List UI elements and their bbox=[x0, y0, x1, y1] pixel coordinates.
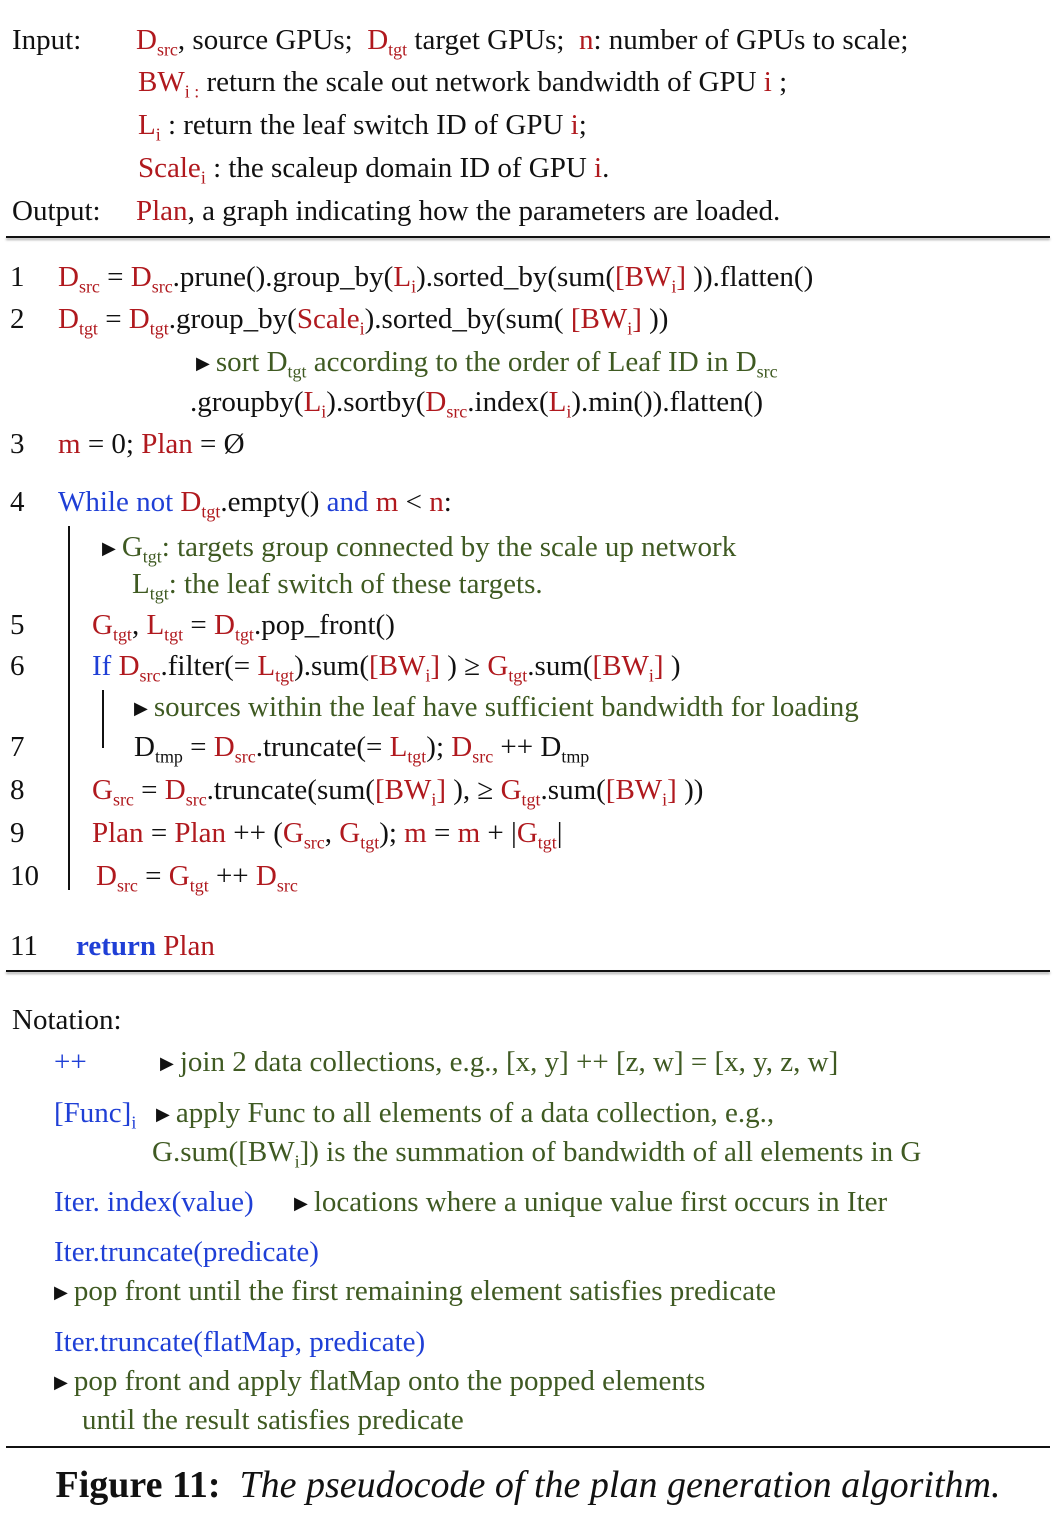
notation-func-desc: ▶ apply Func to all elements of a data collection, e.g., bbox=[156, 1097, 775, 1129]
triangle-icon: ▶ bbox=[54, 1371, 68, 1392]
notation-truncate-desc: ▶ pop front until the first remaining element satisfies predicate bbox=[54, 1275, 777, 1307]
while-block-bar bbox=[68, 526, 70, 890]
if-block-bar bbox=[102, 690, 104, 748]
triangle-icon: ▶ bbox=[54, 1281, 68, 1302]
line-number: 6 bbox=[10, 650, 25, 682]
triangle-icon: ▶ bbox=[134, 697, 148, 718]
triangle-icon: ▶ bbox=[160, 1052, 174, 1073]
line-number: 10 bbox=[10, 860, 39, 892]
algo-line-1: $D_{src}$ = $D_{src}.prune().group\_by(L_i).sorted\_by(sum([BW_i]$ )).flatten() bbox=[58, 261, 814, 297]
input-line-2: $BW_{i :}$ return the scale out network bandwidth of GPU i ; bbox=[138, 66, 788, 102]
notation-truncate-flatmap-desc-2: until the result satisfies predicate bbox=[82, 1404, 464, 1436]
comment-gtgt: ▶ $G_{tgt}$: targets group connected by the scale up network bbox=[102, 531, 737, 567]
algo-line-9: Plan = Plan ++ ($G_{src}$, $G_{tgt}$); $m = m + |G_{tgt}|$ bbox=[92, 817, 563, 853]
line-number: 7 bbox=[10, 731, 25, 763]
line-number: 1 bbox=[10, 261, 25, 293]
line-number: 11 bbox=[10, 930, 38, 962]
triangle-icon: ▶ bbox=[156, 1103, 170, 1124]
line-number: 4 bbox=[10, 486, 25, 518]
header-divider bbox=[6, 236, 1050, 238]
notation-func-example: $G.sum([BW_i])$ is the summation of bandwidth of all elements in G bbox=[152, 1136, 922, 1172]
algo-line-10: $D_{src} = G_{tgt} ++ D_{src}$ bbox=[96, 860, 298, 896]
comment-ltgt: $L_{tgt}$: the leaf switch of these targets. bbox=[132, 568, 543, 604]
notation-func-symbol: $[Func]_i$ bbox=[54, 1097, 137, 1133]
notation-truncate-flatmap-symbol: Iter.truncate(flatMap, predicate) bbox=[54, 1326, 426, 1358]
comment-sort-dtgt: ▶ sort $D_{tgt}$ according to the order of Leaf ID in $D_{src}$ bbox=[196, 346, 778, 382]
algo-line-2: $D_{tgt}$ = $D_{tgt}.group\_by(Scale_i).sorted\_by(sum$( $[BW_i]$ )) bbox=[58, 303, 669, 339]
algo-line-4: While not $D_{tgt}.empty()$ and m < n: bbox=[58, 486, 452, 522]
triangle-icon: ▶ bbox=[196, 352, 210, 373]
line-number: 8 bbox=[10, 774, 25, 806]
input-line-3: $L_i$ : return the leaf switch ID of GPU i; bbox=[138, 109, 587, 145]
line-number: 2 bbox=[10, 303, 25, 335]
algorithm-divider bbox=[6, 970, 1050, 972]
notation-truncate-symbol: Iter.truncate(predicate) bbox=[54, 1236, 319, 1268]
comment-sufficient-bandwidth: ▶ sources within the leaf have sufficient bandwidth for loading bbox=[134, 691, 859, 723]
notation-title: Notation: bbox=[12, 1004, 122, 1036]
notation-truncate-flatmap-desc: ▶ pop front and apply flatMap onto the popped elements bbox=[54, 1365, 706, 1397]
notation-index-desc: ▶ locations where a unique value first occurs in Iter bbox=[294, 1186, 888, 1218]
notation-concat-desc: ▶ join 2 data collections, e.g., [x, y] ++ [z, w] = [x, y, z, w] bbox=[160, 1046, 839, 1078]
algo-line-6: If $D_{src}.filter(= L_{tgt}).sum([BW_i]$ ) ≥ $G_{tgt}.sum([BW_i]$ ) bbox=[92, 650, 681, 686]
algo-line-7: $D_{tmp}$ = $D_{src}.truncate(= L_{tgt})$; $D_{src} ++ D_{tmp}$ bbox=[134, 731, 590, 767]
triangle-icon: ▶ bbox=[294, 1192, 308, 1213]
algo-line-5: $G_{tgt}$, $L_{tgt}$ = $D_{tgt}.pop\_front()$ bbox=[92, 609, 395, 645]
line-number: 3 bbox=[10, 428, 25, 460]
notation-index-symbol: Iter. index(value) bbox=[54, 1186, 254, 1218]
line-number: 5 bbox=[10, 609, 25, 641]
notation-concat-symbol: ++ bbox=[54, 1046, 87, 1078]
algo-line-2-cont: $.groupby(L_i).sortby(D_{src}.index(L_i).\min()).flatten()$ bbox=[190, 386, 763, 422]
notation-divider bbox=[6, 1446, 1050, 1448]
algo-line-3: m = 0; Plan = Ø bbox=[58, 428, 245, 460]
figure-caption bbox=[0, 1466, 1056, 1504]
output-line: Plan, a graph indicating how the parameters are loaded. bbox=[136, 195, 781, 227]
output-label: Output: bbox=[12, 195, 101, 227]
algo-line-11: return Plan bbox=[76, 930, 215, 962]
input-label: Input: bbox=[12, 24, 82, 56]
algo-line-8: $G_{src}$ = $D_{src}.truncate(sum([BW_i]$ ), ≥ $G_{tgt}.sum([BW_i]$ )) bbox=[92, 774, 704, 810]
caption-text: The pseudocode of the plan generation algorithm. bbox=[239, 1464, 1001, 1506]
input-line-1: $D_{src}$, source GPUs; $D_{tgt}$ target GPUs; n: number of GPUs to scale; bbox=[136, 24, 909, 60]
caption-label: Figure 11: bbox=[55, 1464, 221, 1506]
input-line-4: Scale$_i$ : the scaleup domain ID of GPU i. bbox=[138, 152, 610, 188]
line-number: 9 bbox=[10, 817, 25, 849]
triangle-icon: ▶ bbox=[102, 537, 116, 558]
